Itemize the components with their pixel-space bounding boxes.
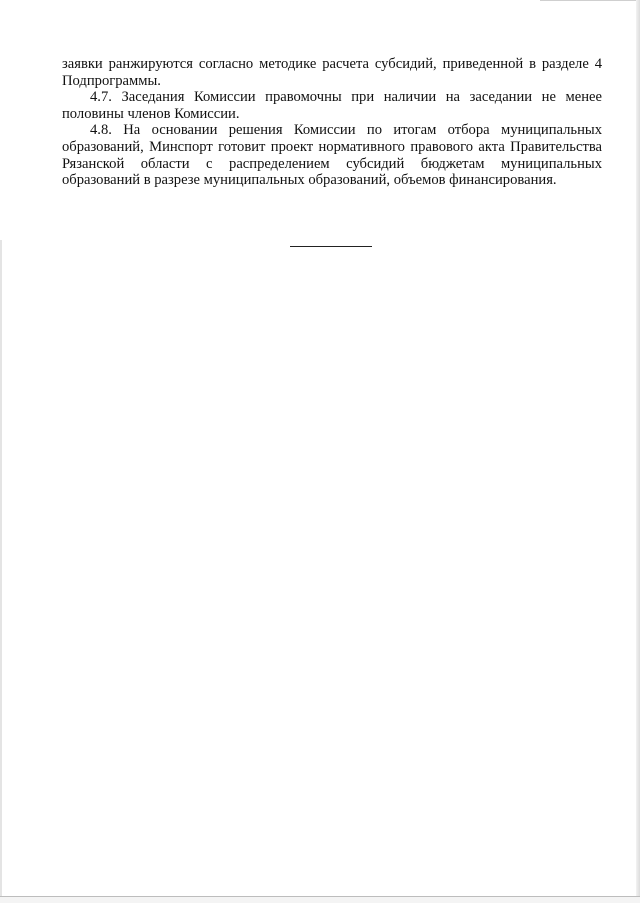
paragraph-4-8: 4.8. На основании решения Комиссии по итогам отбора муниципальных образований, Минспорт готовит проект нормативного правового акта Правительства Рязанской области с распределением субсидий бюджетам муниципальных образований в разрезе муниципальных образований, объемов финансирования. <box>62 122 602 189</box>
scan-edge-top <box>540 0 640 5</box>
paragraph-4-7: 4.7. Заседания Комиссии правомочны при наличии на заседании не менее половины членов Комиссии. <box>62 89 602 122</box>
document-body <box>62 56 602 189</box>
scan-edge-left <box>0 240 2 903</box>
scan-edge-right <box>636 0 640 903</box>
scan-edge-bottom <box>0 896 640 903</box>
end-of-text-rule <box>290 246 372 247</box>
paragraph-continuation: заявки ранжируются согласно методике расчета субсидий, приведенной в разделе 4 Подпрограммы. <box>62 56 602 89</box>
